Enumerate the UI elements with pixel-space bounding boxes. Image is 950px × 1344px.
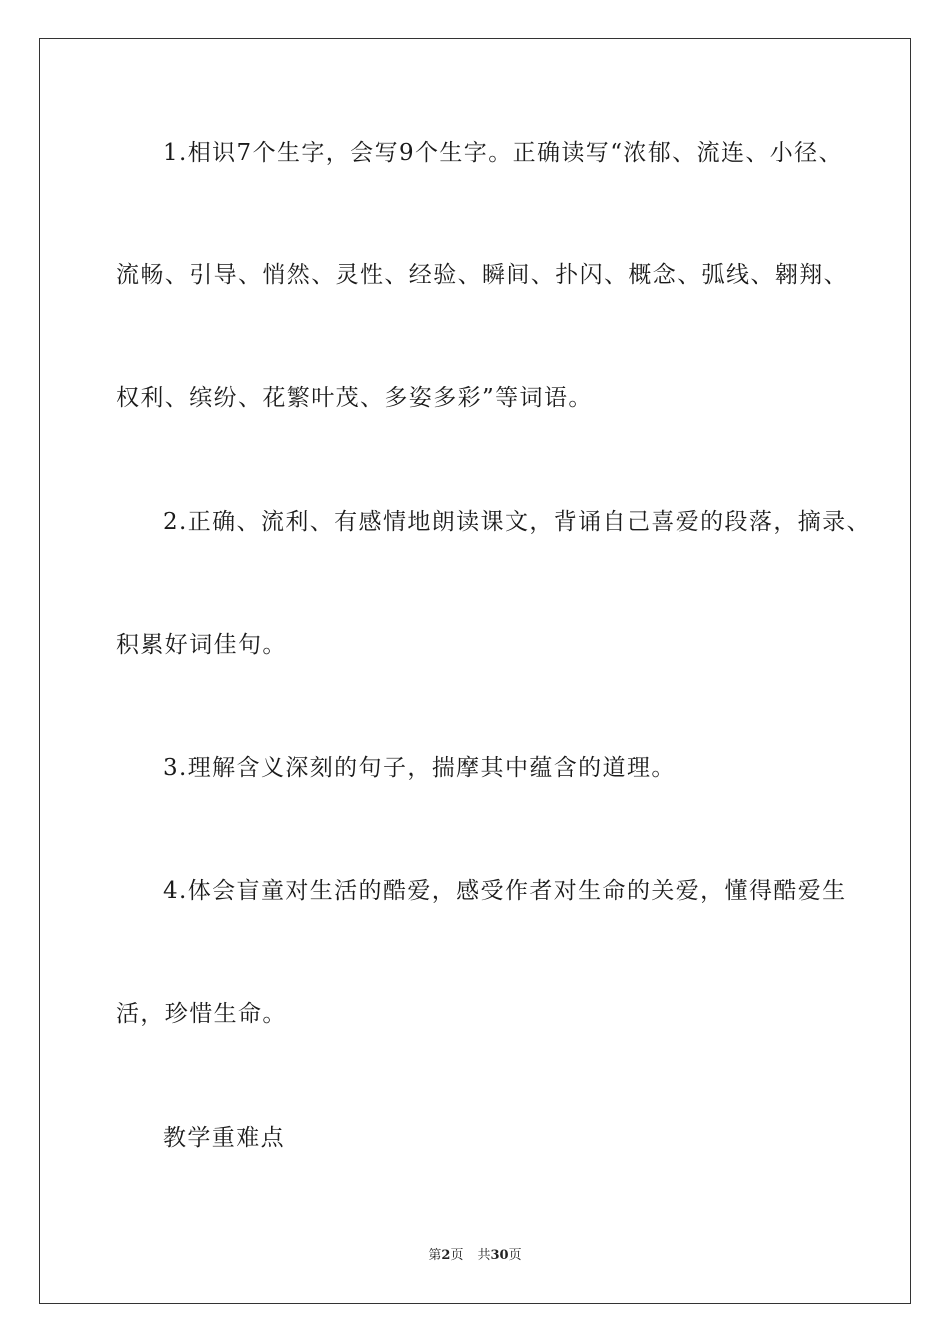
paragraph-2-line-1: 2.正确、流利、有感情地朗读课文，背诵自己喜爱的段落，摘录、: [163, 509, 871, 535]
page-prefix: 第: [428, 1248, 442, 1263]
page-suffix: 页: [450, 1248, 464, 1263]
total-suffix: 页: [508, 1248, 522, 1263]
page-number: 2: [441, 1248, 451, 1263]
paragraph-3-line-1: 3.理解含义深刻的句子，揣摩其中蕴含的道理。: [163, 755, 676, 781]
paragraph-2-line-2: 积累好词佳句。: [116, 632, 287, 658]
total-prefix: 共: [477, 1248, 491, 1263]
page-footer: [0, 1247, 950, 1265]
page-frame: [39, 38, 911, 1304]
paragraph-4-line-2: 活，珍惜生命。: [116, 1001, 287, 1027]
paragraph-1-line-2: 流畅、引导、悄然、灵性、经验、瞬间、扑闪、概念、弧线、翱翔、: [116, 262, 848, 288]
total-pages: 30: [490, 1248, 509, 1263]
paragraph-1-line-1: 1.相识7个生字，会写9个生字。正确读写“浓郁、流连、小径、: [163, 140, 843, 166]
paragraph-4-line-1: 4.体会盲童对生活的酷爱，感受作者对生命的关爱，懂得酷爱生: [163, 878, 847, 904]
paragraph-1-line-3: 权利、缤纷、花繁叶茂、多姿多彩”等词语。: [116, 385, 593, 411]
section-heading: 教学重难点: [163, 1125, 285, 1151]
